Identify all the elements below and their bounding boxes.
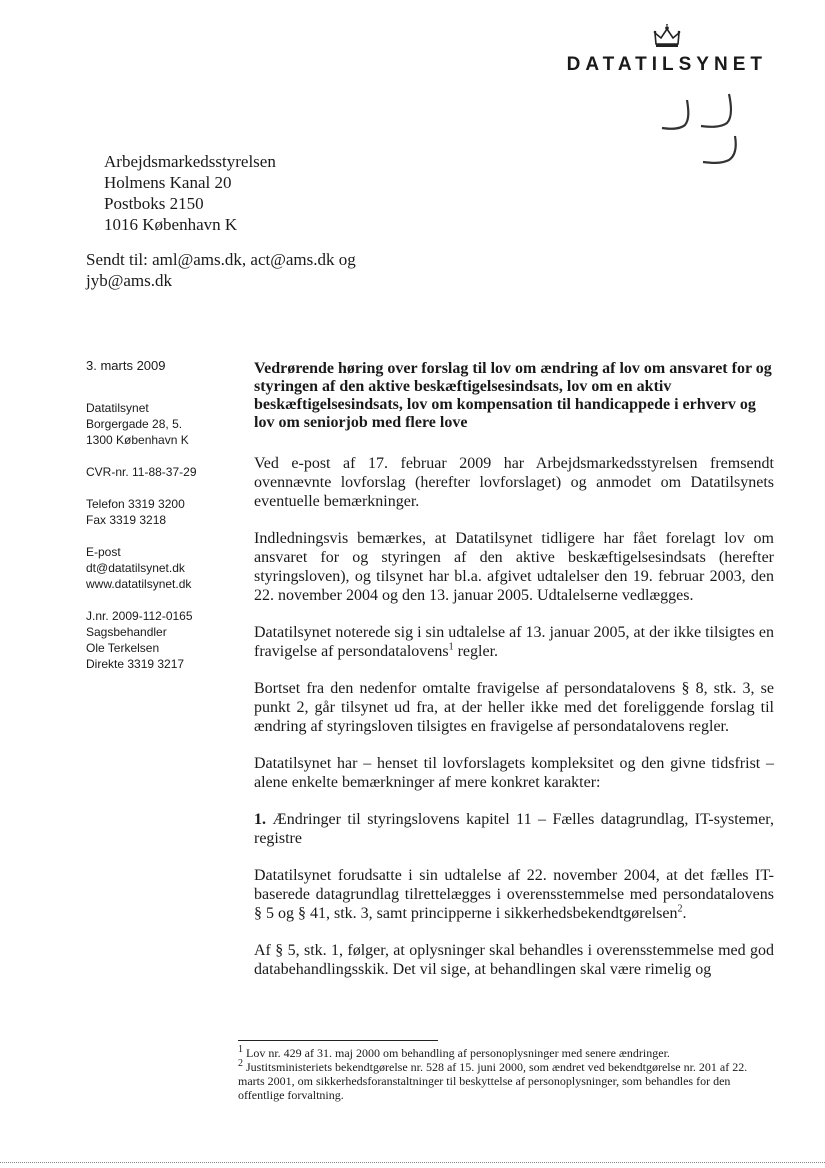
handwritten-initials	[657, 92, 757, 172]
footnote-divider	[238, 1040, 438, 1041]
sender-phone: Telefon 3319 3200	[86, 497, 185, 511]
crown-icon	[652, 24, 682, 50]
case-handler-label: Sagsbehandler	[86, 625, 167, 639]
sender-website: www.datatilsynet.dk	[86, 577, 192, 591]
footnote-number: 1	[238, 1044, 243, 1055]
sent-to	[86, 249, 356, 291]
case-handler: Ole Terkelsen	[86, 641, 160, 655]
paragraph: Af § 5, stk. 1, følger, at oplysninger skal behandles i overensstemmelse med god databehandlingsskik. Det vil sige, at behandlingen skal være rimelig og	[254, 942, 774, 978]
sender-cvr: CVR-nr. 11-88-37-29	[86, 465, 197, 479]
sender-sidebar	[86, 358, 236, 672]
paragraph: Datatilsynet har – henset til lovforslagets kompleksitet og den givne tidsfrist – alene enkelte bemærkninger af mere konkret karakter:	[254, 755, 774, 791]
sender-org: Datatilsynet	[86, 401, 149, 415]
footnote	[238, 1060, 758, 1102]
sender-city: 1300 København K	[86, 433, 189, 447]
recipient-line: Arbejdsmarkedsstyrelsen	[104, 152, 276, 171]
section-heading	[254, 810, 774, 848]
page-edge	[0, 1162, 825, 1163]
paragraph-text: Datatilsynet forudsatte i sin udtalelse af 22. november 2004, at det fælles IT-baserede datagrundlag tilrettelægges i overensstemmelse med persondatalovens § 5 og § 41, stk. 3, samt principperne i sikkerhedsbekendtgørelsen	[254, 867, 774, 922]
org-name: DATATILSYNET	[566, 54, 767, 75]
paragraph-text: regler.	[453, 643, 499, 660]
sender-email: dt@datatilsynet.dk	[86, 561, 185, 575]
sender-fax: Fax 3319 3218	[86, 513, 167, 527]
section-title: Ændringer til styringslovens kapitel 11 – Fælles datagrundlag, IT-systemer, registre	[254, 811, 774, 847]
letter-body	[254, 360, 774, 997]
footnote-ref: 2	[677, 903, 683, 915]
paragraph: Indledningsvis bemærkes, at Datatilsynet tidligere har fået forelagt lov om ansvaret for og styringen af den aktive beskæftigelsesindsats (herefter styringsloven), og tilsynet har bl.a. afgivet udtalelser den 19. februar 2003, den 22. november 2004 og den 13. januar 2005. Udtalelserne vedlægges.	[254, 530, 774, 604]
recipient-address	[104, 151, 276, 235]
footnote-ref: 1	[448, 641, 454, 653]
paragraph	[254, 623, 774, 661]
footnote-number: 2	[238, 1058, 243, 1069]
footnote-text: Justitsministeriets bekendtgørelse nr. 528 af 15. juni 2000, som ændret ved bekendtgørelse nr. 201 af 22. marts 2001, om sikkerhedsforanstaltninger til beskyttelse af personoplysninger, som behandles for den offentlige forvaltning.	[238, 1060, 748, 1102]
paragraph: Ved e-post af 17. februar 2009 har Arbejdsmarkedsstyrelsen fremsendt ovennævnte lovforslag (herefter lovforslaget) og anmodet om Datatilsynets eventuelle bemærkninger.	[254, 455, 774, 510]
sent-to-line: Sendt til: aml@ams.dk, act@ams.dk og	[86, 250, 356, 269]
footnote-text: Lov nr. 429 af 31. maj 2000 om behandling af personoplysninger med senere ændringer.	[243, 1046, 670, 1060]
paragraph	[254, 866, 774, 923]
footnotes	[238, 1046, 758, 1102]
letter-subject: Vedrørende høring over forslag til lov om ændring af lov om ansvaret for og styringen af den aktive beskæftigelsesindsats, lov om en aktiv beskæftigelsesindsats, lov om kompensation til handicappede i erhverv og lov om seniorjob med flere love	[254, 360, 772, 431]
paragraph-text: .	[682, 905, 687, 922]
sent-to-line: jyb@ams.dk	[86, 271, 173, 290]
letter-date: 3. marts 2009	[86, 358, 166, 373]
paragraph-text: Datatilsynet noterede sig i sin udtalelse af 13. januar 2005, at der ikke tilsigtes en fravigelse af persondatalovens	[254, 624, 774, 660]
direct-phone: Direkte 3319 3217	[86, 657, 185, 671]
recipient-line: Holmens Kanal 20	[104, 173, 232, 192]
letterhead-logo	[567, 24, 767, 76]
case-number: J.nr. 2009-112-0165	[86, 609, 193, 623]
recipient-line: Postboks 2150	[104, 194, 204, 213]
section-number: 1.	[254, 811, 266, 828]
recipient-line: 1016 København K	[104, 215, 238, 234]
sender-street: Borgergade 28, 5.	[86, 417, 183, 431]
paragraph: Bortset fra den nedenfor omtalte fravigelse af persondatalovens § 8, stk. 3, se punkt 2, går tilsynet ud fra, at der heller ikke med det foreliggende forslag til ændring af styringsloven tilsigtes en fravigelse af persondatalovens regler.	[254, 680, 774, 735]
footnote	[238, 1046, 758, 1060]
sender-email-label: E-post	[86, 545, 121, 559]
